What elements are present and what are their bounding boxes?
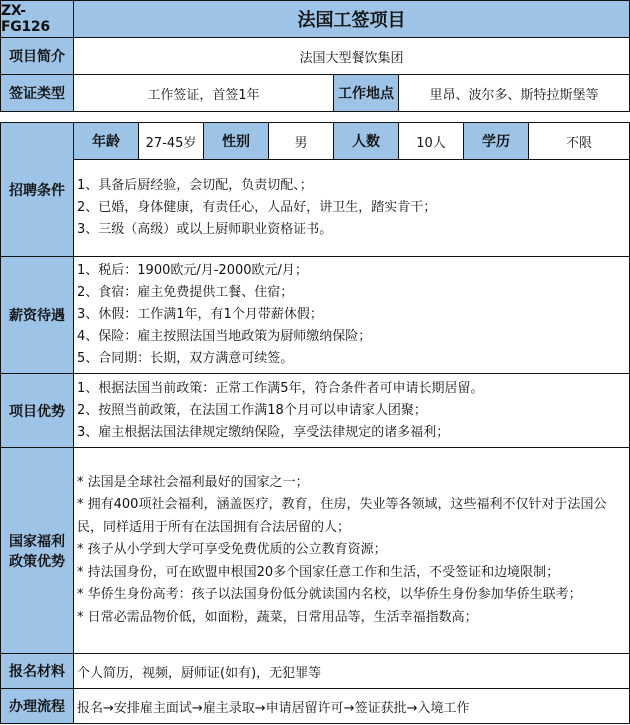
list-item: 5、合同期：长期，双方满意可续签。 xyxy=(77,351,294,366)
list-item: 2、已婚，身体健康，有责任心，人品好，讲卫生，踏实肯干； xyxy=(77,200,437,215)
welfare-label-line2: 政策优势 xyxy=(9,553,65,570)
list-item: 1、根据法国当前政策：正常工作满5年，符合条件者可申请长期居留。 xyxy=(77,380,484,396)
project-code: ZX-FG126 xyxy=(1,1,74,38)
list-item: * 拥有400项社会福利，涵盖医疗，教育，住房，失业等各领域，这些福利不仅针对于法国公民，同样适用于所有在法国拥有合法居留的人； xyxy=(77,497,607,535)
welfare-details xyxy=(74,448,630,654)
age-label: 年龄 xyxy=(74,123,139,160)
project-header-table xyxy=(0,0,630,112)
advantages-label: 项目优势 xyxy=(1,374,74,448)
headcount-label: 人数 xyxy=(334,123,399,160)
education-value: 不限 xyxy=(529,123,630,160)
education-label: 学历 xyxy=(464,123,529,160)
recruitment-requirements-row xyxy=(1,160,630,257)
salary-row xyxy=(1,257,630,374)
list-item: 1、税后：1900欧元/月-2000欧元/月； xyxy=(77,263,308,278)
welfare-label-line1: 国家福利 xyxy=(9,533,65,550)
visa-row xyxy=(1,75,630,112)
materials-label: 报名材料 xyxy=(1,654,74,689)
salary-label: 薪资待遇 xyxy=(1,257,74,374)
intro-value: 法国大型餐饮集团 xyxy=(74,38,630,75)
advantages-row xyxy=(1,374,630,448)
visa-type-label: 签证类型 xyxy=(1,75,74,112)
process-row xyxy=(1,689,630,724)
recruitment-requirements xyxy=(74,160,630,257)
age-value: 27-45岁 xyxy=(139,123,204,160)
visa-type-value: 工作签证，首签1年 xyxy=(74,75,334,112)
project-details-table xyxy=(0,122,630,724)
list-item: 2、食宿：雇主免费提供工餐、住宿； xyxy=(77,285,294,300)
list-item: * 孩子从小学到大学可享受免费优质的公立教育资源； xyxy=(77,542,387,558)
work-location-value: 里昂、波尔多、斯特拉斯堡等 xyxy=(399,75,630,112)
intro-label: 项目简介 xyxy=(1,38,74,75)
list-item: * 华侨生身份高考：孩子以法国身份低分就读国内名校，以华侨生身份参加华侨生联考； xyxy=(77,587,582,603)
title-row xyxy=(1,1,630,38)
list-item: 3、三级（高级）或以上厨师职业资格证书。 xyxy=(77,222,333,237)
headcount-value: 10人 xyxy=(399,123,464,160)
list-item: 3、雇主根据法国法律规定缴纳保险，享受法律规定的诸多福利； xyxy=(77,424,450,440)
list-item: * 持法国身份，可在欧盟申根国20多个国家任意工作和生活，不受签证和边境限制； xyxy=(77,564,560,580)
welfare-row xyxy=(1,448,630,654)
list-item: 1、具备后厨经验，会切配，负责切配、； xyxy=(77,178,313,193)
list-item: * 法国是全球社会福利最好的国家之一； xyxy=(77,474,309,490)
list-item: 3、休假：工作满1年，有1个月带薪休假； xyxy=(77,307,323,322)
gender-label: 性别 xyxy=(204,123,269,160)
list-item: 2、按照当前政策，在法国工作满18个月可以申请家人团聚； xyxy=(77,402,427,418)
recruitment-label: 招聘条件 xyxy=(1,123,74,257)
materials-row xyxy=(1,654,630,689)
welfare-label xyxy=(1,448,74,654)
gender-value: 男 xyxy=(269,123,334,160)
intro-row xyxy=(1,38,630,75)
salary-details xyxy=(74,257,630,374)
materials-value: 个人简历，视频，厨师证(如有)，无犯罪等 xyxy=(74,654,630,689)
list-item: 4、保险：雇主按照法国当地政策为厨师缴纳保险； xyxy=(77,329,372,344)
recruitment-attributes-row xyxy=(1,123,630,160)
page-title: 法国工签项目 xyxy=(74,1,630,38)
list-item: * 日常必需品物价低，如面粉，蔬菜，日常用品等，生活幸福指数高； xyxy=(77,609,478,625)
work-location-label: 工作地点 xyxy=(334,75,399,112)
process-value: 报名→安排雇主面试→雇主录取→申请居留许可→签证获批→入境工作 xyxy=(74,689,630,724)
advantages-details xyxy=(74,374,630,448)
process-label: 办理流程 xyxy=(1,689,74,724)
